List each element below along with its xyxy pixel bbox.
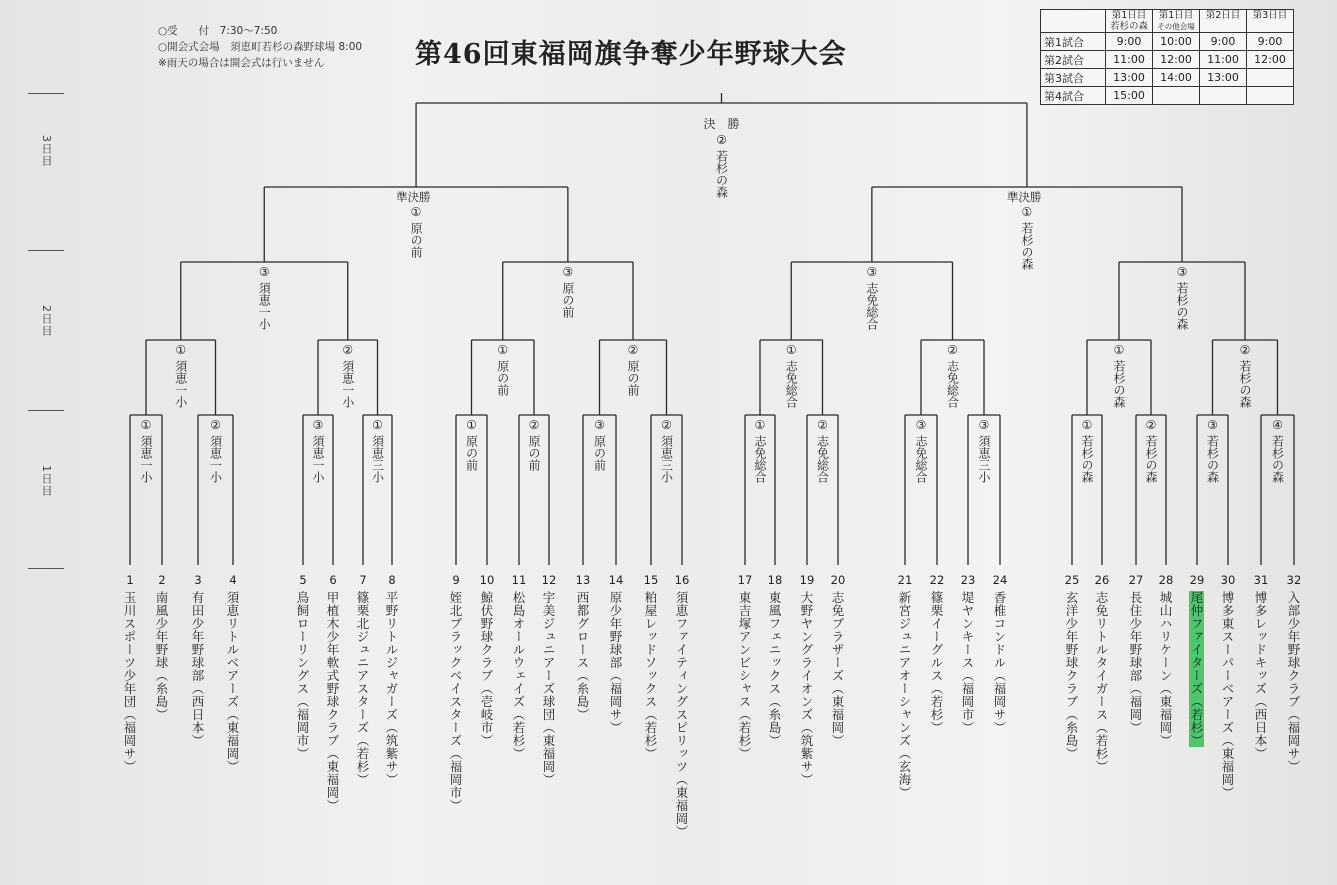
team-number: 32 [1286,573,1302,587]
team-name: 平野リトルジャガーズ（筑紫サ） [384,591,399,786]
team-number: 9 [452,573,460,587]
team-number: 5 [299,573,307,587]
team-number: 6 [329,573,337,587]
round2-circle: ② [340,343,355,357]
round1-circle: ① [1080,418,1094,432]
schedule-header: 第1日目 若杉の森 [1106,10,1153,33]
team-number: 26 [1094,573,1110,587]
round2-circle: ① [1112,343,1126,357]
day-label-2: 2日目 [40,305,53,337]
round1-venue: 原の前 [464,435,479,471]
round2-venue: 須恵一小 [173,360,188,408]
final-label: 決 勝 [703,117,740,131]
team-name: 須恵リトルベアーズ（東福岡） [225,591,240,773]
team-name: 大野ヤングライオンズ（筑紫サ） [799,591,814,786]
team-number: 29 [1189,573,1205,587]
round1-circle: ② [659,418,674,432]
round2-venue: 原の前 [626,360,640,396]
round1-circle: ③ [1205,418,1220,432]
schedule-cell: 12:00 [1153,51,1200,69]
round1-venue: 須恵一小 [208,435,223,483]
schedule-row-label: 第4試合 [1041,87,1106,105]
team-name: 博多東スーパーベアーズ（東福岡） [1220,591,1235,799]
schedule-cell: 9:00 [1247,33,1294,51]
quarterfinal-venue: 志免総合 [864,282,879,330]
team-name: 玉川スポーツ少年団（福岡サ） [122,591,137,773]
team-number: 11 [511,573,527,587]
round2-circle: ② [626,343,640,357]
team-name: 南風少年野球（糸島） [154,591,169,721]
round2-circle: ① [173,343,188,357]
round1-circle: ③ [977,418,991,432]
team-number: 2 [158,573,166,587]
schedule-cell: 14:00 [1153,69,1200,87]
team-name: 西都グロース（糸島） [575,591,590,721]
team-number: 18 [767,573,783,587]
round1-venue: 須恵一小 [139,435,153,483]
team-number: 12 [541,573,557,587]
schedule-cell: 15:00 [1106,87,1153,105]
round2-venue: 若杉の森 [1112,360,1126,408]
final-venue: 若杉の森 [714,150,729,198]
quarterfinal-venue: 若杉の森 [1175,282,1189,330]
team-name: 須恵ファイティングスピリッツ（東福岡） [674,591,689,838]
round1-venue: 須恵三小 [977,435,991,483]
ceremony-venue: ○開会式会場 須恵町若杉の森野球場 8:00 [158,41,363,53]
team-name: 志免リトルタイガース（若杉） [1094,591,1109,773]
round2-venue: 志免総合 [945,360,960,408]
team-number: 20 [830,573,846,587]
round2-venue: 若杉の森 [1238,360,1252,408]
quarterfinal-circle: ③ [864,265,879,279]
schedule-cell: 13:00 [1106,69,1153,87]
semifinal-circle: ① [409,205,424,219]
team-number: 23 [960,573,976,587]
team-number: 31 [1253,573,1269,587]
quarterfinal-venue: 原の前 [560,282,575,318]
schedule-header: 第3日目 [1247,10,1294,33]
schedule-row-label: 第3試合 [1041,69,1106,87]
final-circle: ② [714,133,729,147]
round1-circle: ② [527,418,541,432]
team-name-highlighted: 尾仲ファイターズ（若杉） [1189,591,1204,747]
schedule-header: 第1日目 その他会場 [1153,10,1200,33]
round1-venue: 若杉の森 [1270,435,1285,483]
team-number: 27 [1128,573,1144,587]
team-number: 10 [479,573,495,587]
team-name: 篠栗北ジュニアスターズ（若杉） [355,591,370,786]
semifinal-circle: ① [1019,205,1034,219]
round1-venue: 須恵一小 [311,435,325,483]
quarterfinal-venue: 須恵一小 [257,282,272,330]
schedule-cell: 12:00 [1247,51,1294,69]
round2-venue: 原の前 [495,360,510,396]
team-name: 姪北ブラックベイスターズ（福岡市） [448,591,463,812]
day-label-3: 3日目 [40,135,53,167]
team-number: 22 [929,573,945,587]
round1-circle: ③ [592,418,607,432]
round1-circle: ② [1144,418,1158,432]
round1-venue: 若杉の森 [1205,435,1220,483]
round1-circle: ① [139,418,153,432]
team-number: 1 [126,573,134,587]
team-name: 堤ヤンキース（福岡市） [960,591,975,734]
team-number: 14 [608,573,624,587]
semifinal-label: 準決勝 [1006,190,1042,204]
round1-circle: ① [370,418,385,432]
team-name: 博多レッドキッズ（西日本） [1253,591,1268,760]
team-name: 宇美ジュニアーズ球団（東福岡） [541,591,556,786]
schedule-cell: 11:00 [1106,51,1153,69]
team-name: 原少年野球部（福岡サ） [608,591,623,734]
round1-circle: ① [753,418,767,432]
team-number: 15 [643,573,659,587]
team-name: 長住少年野球部（福岡） [1128,591,1143,734]
round1-venue: 原の前 [527,435,541,471]
semifinal-venue: 原の前 [409,222,424,258]
team-name: 香椎コンドル（福岡サ） [992,591,1007,734]
team-number: 13 [575,573,591,587]
team-number: 7 [359,573,367,587]
round1-circle: ③ [914,418,928,432]
tournament-title: 第46回東福岡旗争奪少年野球大会 [415,39,847,70]
round1-venue: 須恵三小 [659,435,674,483]
round1-circle: ① [464,418,479,432]
team-number: 28 [1158,573,1174,587]
day-label-1: 1日目 [40,465,53,497]
round2-circle: ② [945,343,960,357]
team-number: 21 [897,573,913,587]
team-number: 4 [229,573,237,587]
round2-circle: ② [1238,343,1252,357]
quarterfinal-circle: ③ [560,265,575,279]
team-number: 8 [388,573,396,587]
team-number: 19 [799,573,815,587]
team-name: 東吉塚アンビシャス（若杉） [737,591,752,760]
round1-venue: 志免総合 [815,435,830,483]
round1-circle: ③ [311,418,325,432]
round1-venue: 志免総合 [914,435,928,483]
team-name: 粕屋レッドソックス（若杉） [643,591,658,760]
quarterfinal-circle: ③ [257,265,272,279]
team-name: 新宮ジュニアオーシャンズ（玄海） [897,591,912,799]
team-name: 玄洋少年野球クラブ（糸島） [1064,591,1079,760]
team-name: 入部少年野球クラブ（福岡サ） [1286,591,1301,773]
round1-venue: 若杉の森 [1144,435,1158,483]
team-name: 東風フェニックス（糸島） [767,591,782,747]
quarterfinal-circle: ③ [1175,265,1189,279]
schedule-cell: 11:00 [1200,51,1247,69]
round1-circle: ② [208,418,223,432]
schedule-cell: 10:00 [1153,33,1200,51]
round1-circle: ② [815,418,830,432]
team-number: 24 [992,573,1008,587]
schedule-cell: 13:00 [1200,69,1247,87]
semifinal-venue: 若杉の森 [1019,222,1034,270]
round1-venue: 原の前 [592,435,607,471]
schedule-cell: 9:00 [1200,33,1247,51]
team-number: 17 [737,573,753,587]
reception-time: ○受 付 7:30～7:50 [158,25,278,37]
team-name: 篠栗イーグルス（若杉） [929,591,944,734]
team-number: 3 [194,573,202,587]
round1-venue: 志免総合 [753,435,767,483]
schedule-row-label: 第1試合 [1041,33,1106,51]
team-number: 30 [1220,573,1236,587]
semifinal-label: 準決勝 [396,190,431,204]
team-number: 25 [1064,573,1080,587]
schedule-header: 第2日目 [1200,10,1247,33]
round2-venue: 須恵一小 [340,360,355,408]
team-name: 志免ブラザーズ（東福岡） [830,591,845,747]
schedule-row-label: 第2試合 [1041,51,1106,69]
team-name: 松島オールウェイズ（若杉） [511,591,526,760]
schedule-cell: 9:00 [1106,33,1153,51]
rain-note: ※雨天の場合は開会式は行いません [158,57,325,69]
team-name: 城山ハリケーン（東福岡） [1158,591,1173,747]
round1-venue: 若杉の森 [1080,435,1094,483]
team-name: 甲植木少年軟式野球クラブ（東福岡） [325,591,340,812]
team-name: 有田少年野球部（西日本） [190,591,205,747]
team-name: 鯨伏野球クラブ（壱岐市） [479,591,494,747]
round1-circle: ④ [1270,418,1285,432]
team-name: 鳥飼ローリングス（福岡市） [295,591,310,760]
team-number: 16 [674,573,690,587]
round2-circle: ① [784,343,799,357]
round2-venue: 志免総合 [784,360,799,408]
round2-circle: ① [495,343,510,357]
round1-venue: 須恵三小 [370,435,385,483]
